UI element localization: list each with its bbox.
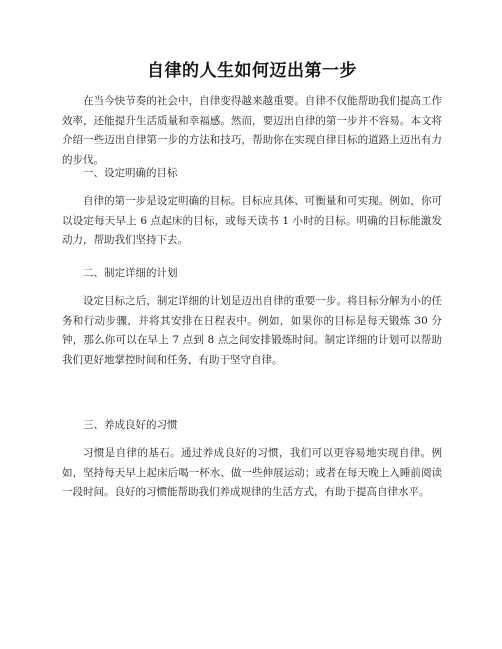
section-body-1: 自律的第一步是设定明确的目标。目标应具体、可衡量和可实现。例如，你可以设定每天早上 6 点起床的目标，或每天读书 1 小时的目标。明确的目标能激发动力，帮助我们坚持下去。 xyxy=(62,195,442,246)
section-body-3: 习惯是自律的基石。通过养成良好的习惯，我们可以更容易地实现自律。例如，坚持每天早上起床后喝一杯水、做一些伸展运动；或者在每天晚上入睡前阅读一段时间。良好的习惯能帮助我们养成规律的生活方式，有助于提高自律水平。 xyxy=(62,447,442,498)
section-body-2: 设定目标之后，制定详细的计划是迈出自律的重要一步。将目标分解为小的任务和行动步骤，并将其安排在日程表中。例如，如果你的目标是每天锻炼 30 分钟，那么你可以在早上 7 点到 8 点之间安排锻炼时间。制定详细的计划可以帮助我们更好地掌控时间和任务，有助于坚守自律。 xyxy=(62,295,442,366)
document-title: 自律的人生如何迈出第一步 xyxy=(147,61,357,81)
section-heading-3: 三、养成良好的习惯 xyxy=(83,419,178,431)
intro-paragraph: 在当今快节奏的社会中，自律变得越来越重要。自律不仅能帮助我们提高工作效率，还能提升生活质量和幸福感。然而，要迈出自律的第一步并不容易。本文将介绍一些迈出自律第一步的方法和技巧，帮助你在实现自律目标的道路上迈出有力的步伐。 xyxy=(62,95,442,166)
section-heading-1: 一、设定明确的目标 xyxy=(83,167,178,179)
section-heading-2: 二、制定详细的计划 xyxy=(83,267,178,279)
